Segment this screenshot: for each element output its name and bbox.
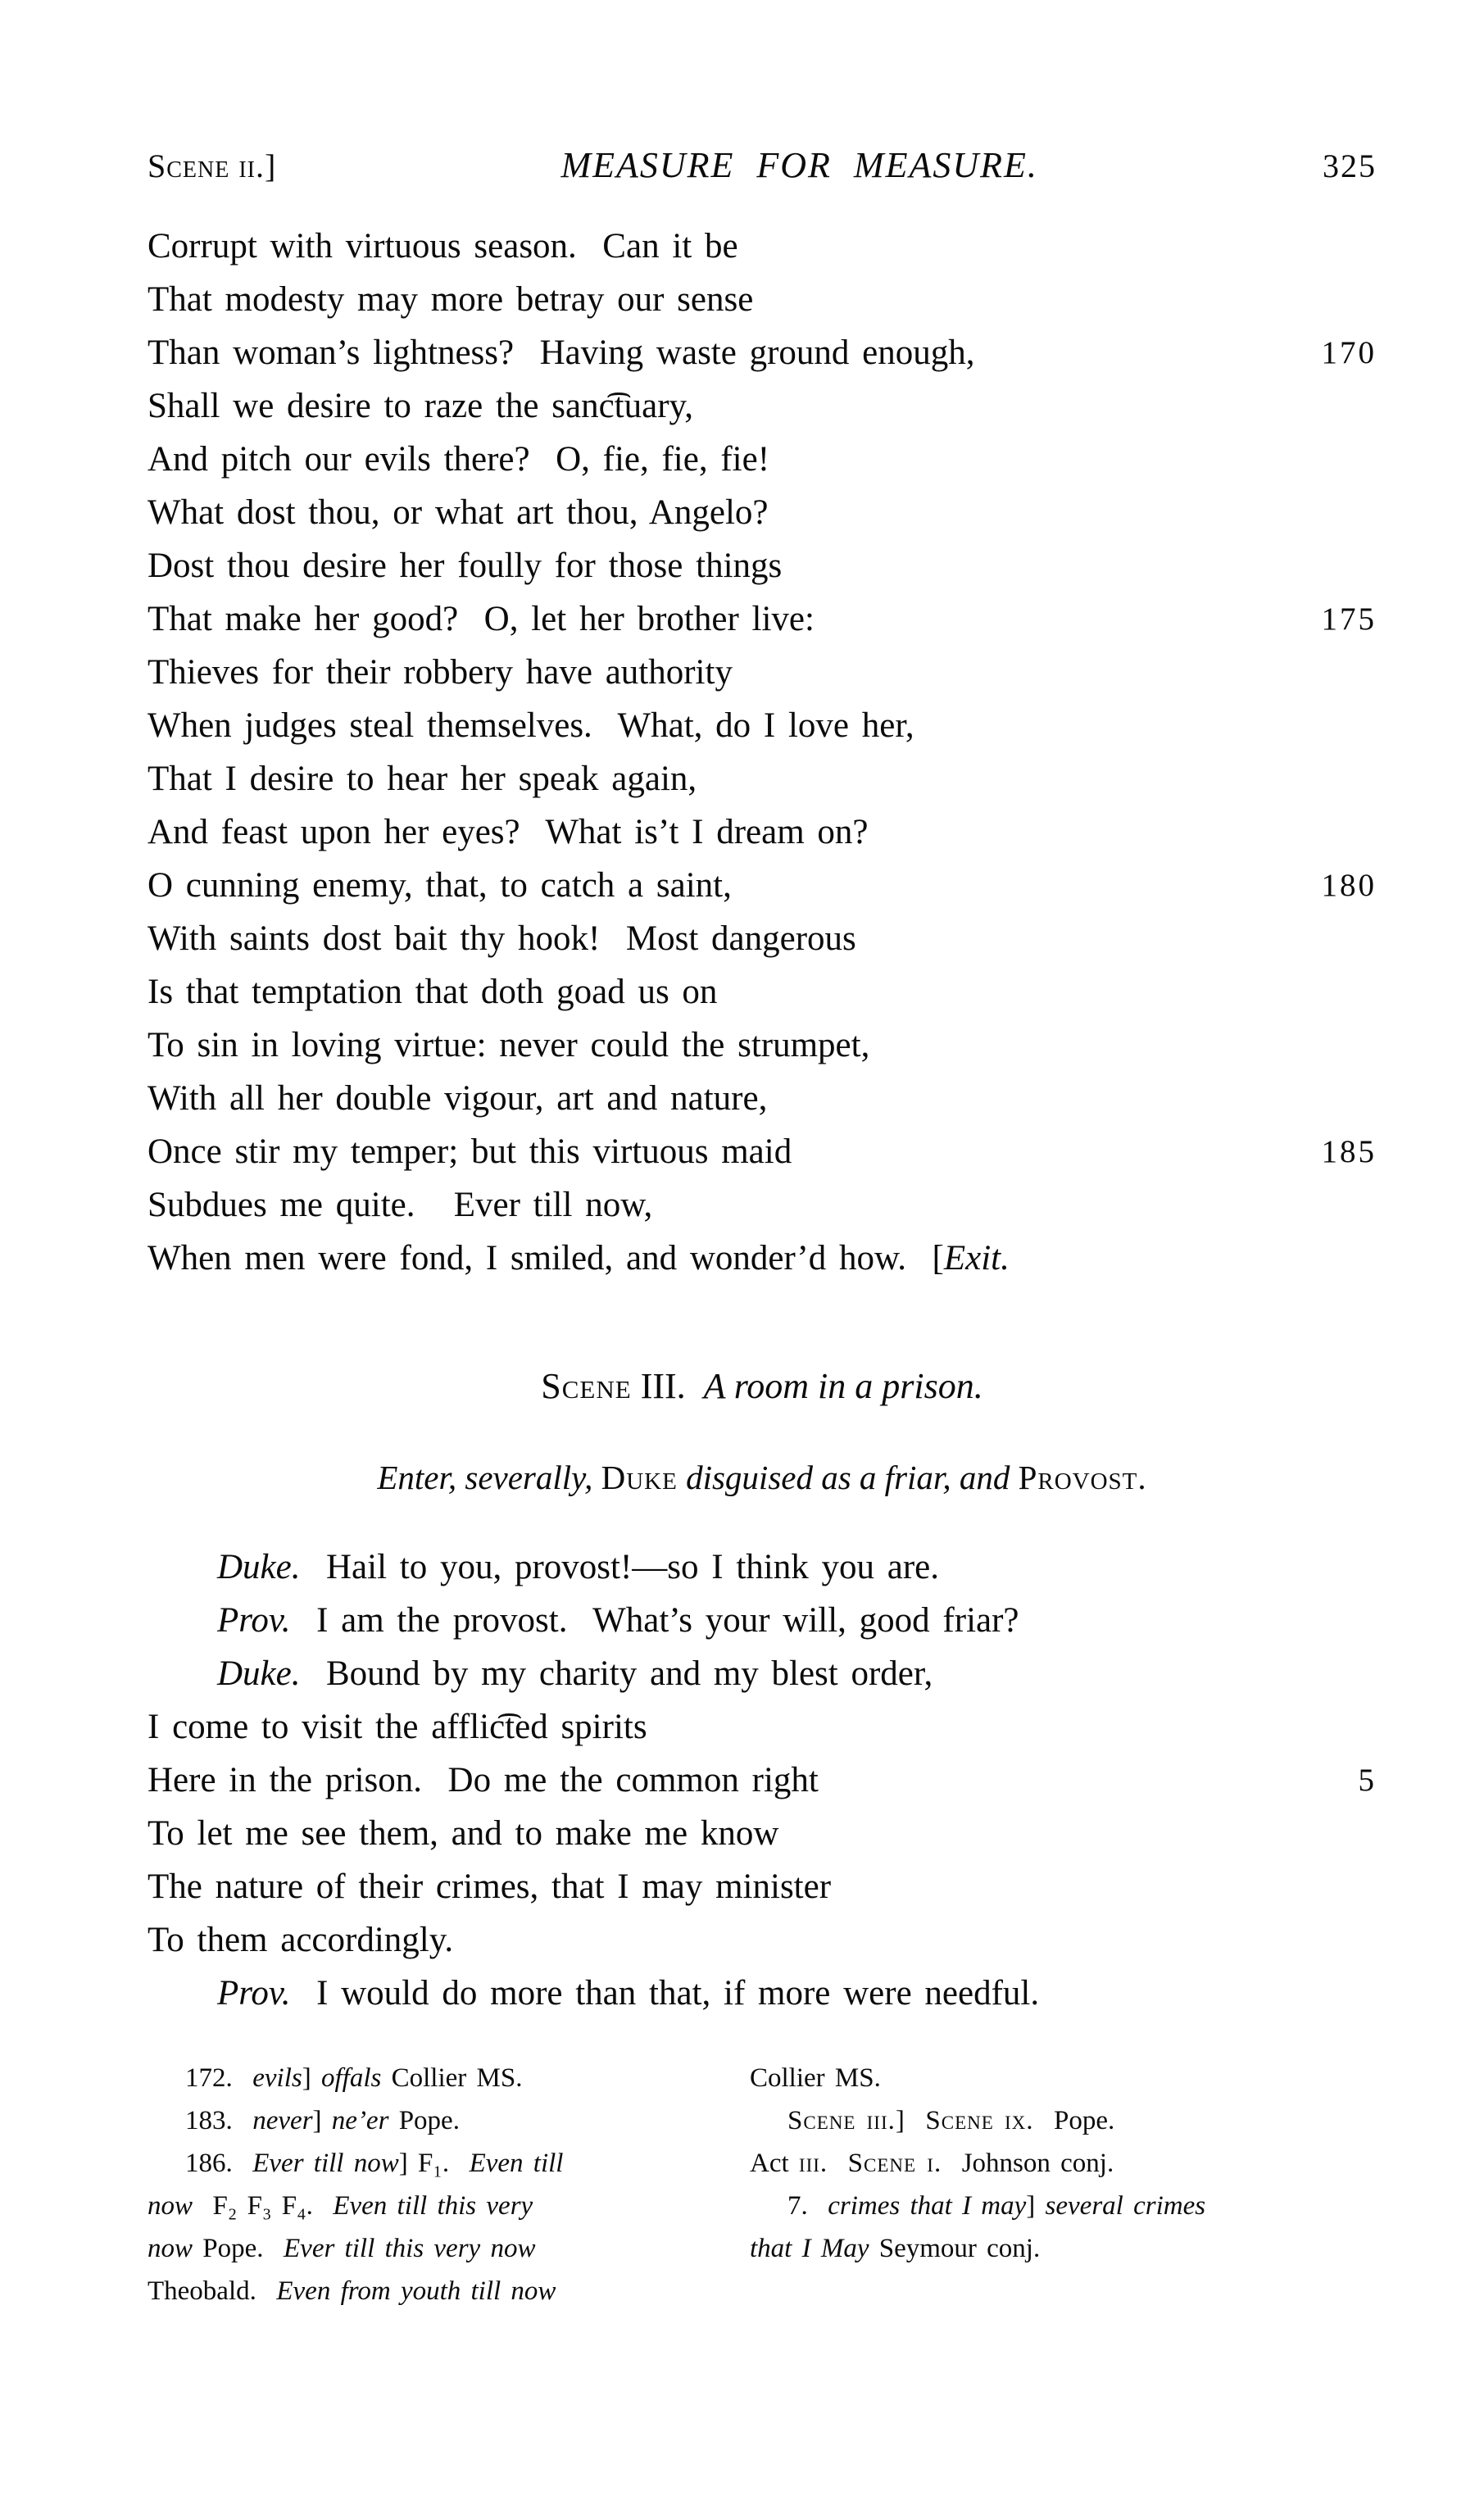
line-number: 185 xyxy=(1321,1134,1377,1169)
footnote-line: 186. Ever till now] F₁. Even till xyxy=(185,2149,564,2178)
footnotes-left-column xyxy=(147,2057,713,2312)
footnote-line: Collier MS. xyxy=(750,2063,881,2093)
verse-line: To sin in loving virtue: never could the strumpet, xyxy=(147,1026,870,1064)
verse-line: That make her good? O, let her brother live: 175 xyxy=(147,592,1377,646)
verse-line: With saints dost bait thy hook! Most dangerous xyxy=(147,919,856,958)
footnote-line: Act iii. Scene i. Johnson conj. xyxy=(750,2149,1114,2178)
verse-line: That I desire to hear her speak again, xyxy=(147,760,697,798)
dialogue-line: Prov. I am the provost. What’s your will, good friar? xyxy=(217,1601,1019,1640)
verse-line: And feast upon her eyes? What is’t I dream on? xyxy=(147,813,869,851)
verse-line: Shall we desire to raze the sanc͡tuary, xyxy=(147,387,693,425)
verse-line: Than woman’s lightness? Having waste ground enough, 170 xyxy=(147,326,1377,379)
footnote-line: Scene iii.] Scene ix. Pope. xyxy=(787,2106,1115,2135)
footnotes-right-column xyxy=(750,2057,1377,2312)
verse-line: O cunning enemy, that, to catch a saint, 180 xyxy=(147,859,1377,912)
verse-line: Is that temptation that doth goad us on xyxy=(147,973,718,1011)
verse-line: With all her double vigour, art and nature, xyxy=(147,1079,768,1118)
dialogue-line: To let me see them, and to make me know xyxy=(147,1814,779,1853)
verse-line: Thieves for their robbery have authority xyxy=(147,653,733,692)
footnote-line: 7. crimes that I may] several crimes xyxy=(787,2191,1206,2221)
footnote-line: 172. evils] offals Collier MS. xyxy=(185,2063,523,2093)
verse-line: And pitch our evils there? O, fie, fie, fie! xyxy=(147,440,770,479)
dialogue-line: Duke. Hail to you, provost!—so I think you are. xyxy=(217,1548,939,1586)
verse-line: Corrupt with virtuous season. Can it be xyxy=(147,227,738,265)
dialogue-line: Prov. I would do more than that, if more were needful. xyxy=(217,1974,1040,2013)
verse-line: When men were fond, I smiled, and wonder’d how. [Exit. xyxy=(147,1239,1010,1277)
header-scene-label: Scene ii.] xyxy=(147,147,277,184)
scene-heading: Scene III. A room in a prison. xyxy=(541,1366,983,1406)
dialogue-line: Duke. Bound by my charity and my blest order, xyxy=(217,1654,933,1693)
dialogue-block xyxy=(147,1541,1377,2020)
verse-line: Subdues me quite. Ever till now, xyxy=(147,1186,653,1224)
verse-line: What dost thou, or what art thou, Angelo? xyxy=(147,493,769,532)
verse-block xyxy=(147,220,1377,1285)
dialogue-line: The nature of their crimes, that I may minister xyxy=(147,1867,832,1906)
line-number: 170 xyxy=(1321,335,1377,370)
footnote-line: that I May Seymour conj. xyxy=(750,2234,1041,2263)
verse-line: That modesty may more betray our sense xyxy=(147,280,754,319)
verse-line: When judges steal themselves. What, do I love her, xyxy=(147,706,914,745)
header-title: MEASURE FOR MEASURE. xyxy=(560,145,1038,185)
running-header xyxy=(147,144,1377,186)
stage-direction: Enter, severally, Duke disguised as a friar, and Provost. xyxy=(377,1459,1147,1496)
footnotes xyxy=(147,2057,1377,2312)
footnote-line: Theobald. Even from youth till now xyxy=(147,2276,556,2306)
dialogue-line: I come to visit the afflic͡ted spirits xyxy=(147,1708,647,1746)
dialogue-line: To them accordingly. xyxy=(147,1921,454,1959)
footnote-line: now Pope. Ever till this very now xyxy=(147,2234,536,2263)
line-number: 180 xyxy=(1321,868,1377,903)
dialogue-line: Here in the prison. Do me the common right 5 xyxy=(147,1754,1377,1807)
verse-line: Dost thou desire her foully for those things xyxy=(147,547,783,585)
line-number: 5 xyxy=(1358,1763,1377,1798)
line-number: 175 xyxy=(1321,601,1377,637)
footnote-line: 183. never] ne’er Pope. xyxy=(185,2106,460,2135)
footnote-line: now F₂ F₃ F₄. Even till this very xyxy=(147,2191,533,2221)
page-number: 325 xyxy=(1322,147,1377,184)
verse-line: Once stir my temper; but this virtuous maid 185 xyxy=(147,1125,1377,1178)
